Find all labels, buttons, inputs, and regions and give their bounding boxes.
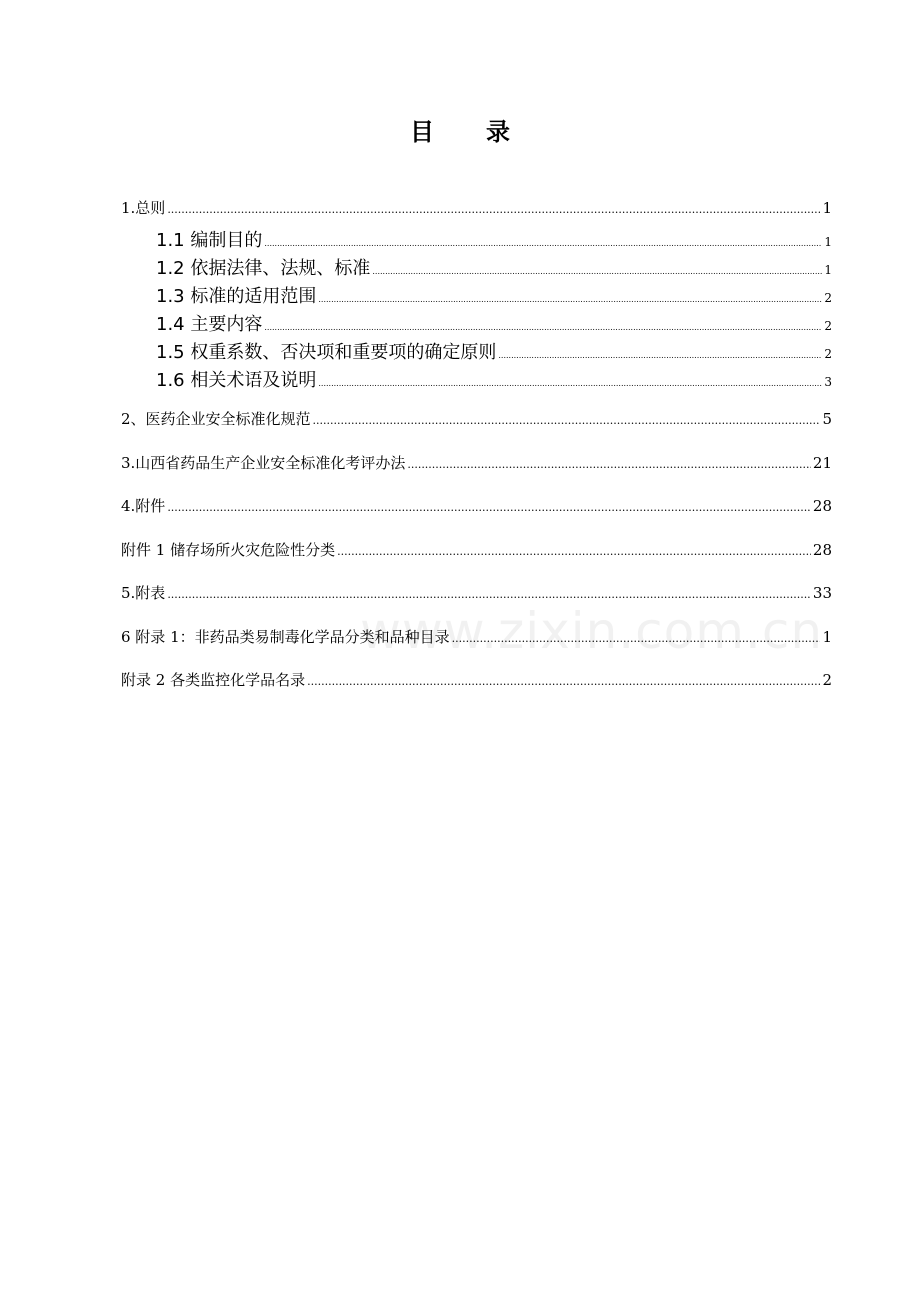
toc-entry[interactable]	[156, 282, 832, 308]
toc-entry-label: 1.5 权重系数、否决项和重要项的确定原则	[156, 342, 497, 363]
toc-entry[interactable]	[121, 582, 832, 603]
toc-page-number: 5	[822, 410, 832, 428]
toc-page-number: 21	[812, 454, 832, 472]
toc-entry-label: 5.附表	[121, 584, 166, 602]
toc-leader	[318, 379, 822, 388]
toc-entry[interactable]	[121, 495, 832, 516]
toc-entry[interactable]	[121, 626, 832, 647]
toc-leader	[307, 675, 820, 688]
page-title: 目录	[410, 118, 562, 146]
toc-page-number: 2	[824, 291, 832, 305]
toc-entry-label: 1.总则	[121, 199, 166, 217]
toc-entry[interactable]	[121, 408, 832, 429]
toc-page-number: 1	[824, 263, 832, 277]
watermark: www.zixin.com.cn	[360, 602, 824, 660]
toc-entry-label: 2、医药企业安全标准化规范	[121, 410, 311, 428]
toc-leader	[498, 351, 822, 360]
toc-entry[interactable]	[156, 366, 832, 392]
toc-entry-label: 1.6 相关术语及说明	[156, 370, 317, 391]
toc-entry-label: 1.2 依据法律、法规、标准	[156, 258, 371, 279]
toc-leader	[264, 323, 822, 332]
toc-entry-label: 3.山西省药品生产企业安全标准化考评办法	[121, 454, 406, 472]
toc-page-number: 2	[824, 347, 832, 361]
toc-entry[interactable]	[121, 452, 832, 473]
toc-page-number: 28	[812, 541, 832, 559]
toc-page-number: 28	[812, 497, 832, 515]
toc-entry[interactable]	[156, 226, 832, 252]
toc-entry[interactable]	[121, 669, 832, 690]
toc-page-number: 1	[822, 199, 832, 217]
toc-leader	[318, 295, 822, 304]
toc-leader	[167, 588, 811, 601]
toc-leader	[372, 267, 822, 276]
toc-page-number: 2	[824, 319, 832, 333]
toc-page-number: 33	[812, 584, 832, 602]
toc-leader	[337, 545, 811, 558]
toc-entry-label: 1.4 主要内容	[156, 314, 263, 335]
toc-entry-label: 4.附件	[121, 497, 166, 515]
toc-leader	[452, 632, 821, 645]
toc-entry[interactable]	[156, 254, 832, 280]
toc-page-number: 1	[824, 235, 832, 249]
toc-entry-label: 附件 1 储存场所火灾危险性分类	[121, 541, 336, 559]
toc-page-number: 3	[824, 375, 832, 389]
toc-entry[interactable]	[156, 310, 832, 336]
toc-leader	[167, 203, 820, 216]
toc-entry[interactable]	[121, 197, 832, 218]
toc-leader	[313, 414, 821, 427]
toc-entry-label: 1.1 编制目的	[156, 230, 263, 251]
toc-page-number: 2	[822, 671, 832, 689]
toc-leader	[264, 239, 822, 248]
toc-page-number: 1	[822, 628, 832, 646]
toc-leader	[167, 501, 811, 514]
toc-entry-label: 6 附录 1：非药品类易制毒化学品分类和品种目录	[121, 628, 450, 646]
toc-entry[interactable]	[156, 338, 832, 364]
toc-entry[interactable]	[121, 539, 832, 560]
toc-entry-label: 1.3 标准的适用范围	[156, 286, 317, 307]
toc-entry-label: 附录 2 各类监控化学品名录	[121, 671, 306, 689]
toc-leader	[407, 458, 811, 471]
